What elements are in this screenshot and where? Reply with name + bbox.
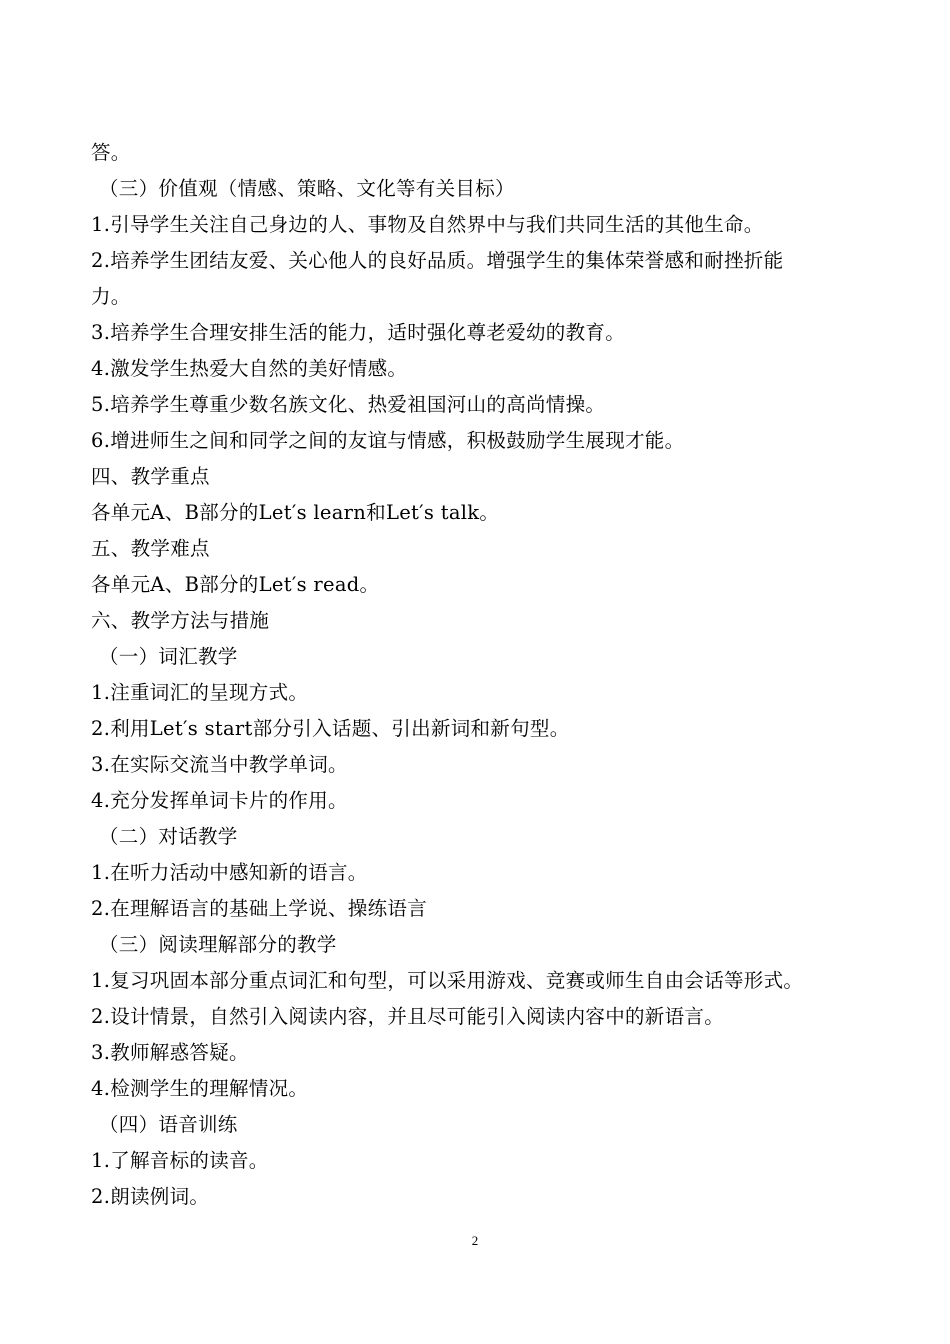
text-line: 2.朗读例词。 [91,1185,210,1208]
section-heading: （三）价值观（情感、策略、文化等有关目标） [99,177,515,200]
text-line: 6.增进师生之间和同学之间的友谊与情感，积极鼓励学生展现才能。 [91,429,685,452]
text-line: 1.引导学生关注自己身边的人、事物及自然界中与我们共同生活的其他生命。 [91,213,764,236]
text-line: 1.了解音标的读音。 [91,1149,269,1172]
text-line: 1.在听力活动中感知新的语言。 [91,861,368,884]
text-line: 2.设计情景，自然引入阅读内容，并且尽可能引入阅读内容中的新语言。 [91,1005,725,1028]
page-number: 2 [471,1233,479,1248]
text-line: 各单元A、B部分的Let′s read。 [91,573,380,596]
subsection-heading: （一）词汇教学 [99,645,238,668]
subsection-heading: （三）阅读理解部分的教学 [99,933,337,956]
document-body [91,135,891,1215]
text-line: 2.利用Let′s start部分引入话题、引出新词和新句型。 [91,717,570,740]
section-heading: 四、教学重点 [91,465,210,488]
text-line: 答。 [91,141,131,164]
section-heading: 六、教学方法与措施 [91,609,270,632]
section-heading: 五、教学难点 [91,537,210,560]
text-line: 4.激发学生热爱大自然的美好情感。 [91,357,408,380]
subsection-heading: （二）对话教学 [99,825,238,848]
text-line: 各单元A、B部分的Let′s learn和Let′s talk。 [91,501,500,524]
text-line: 5.培养学生尊重少数名族文化、热爱祖国河山的高尚情操。 [91,393,606,416]
text-line: 4.检测学生的理解情况。 [91,1077,309,1100]
text-line: 3.培养学生合理安排生活的能力，适时强化尊老爱幼的教育。 [91,321,626,344]
text-line: 2.培养学生团结友爱、关心他人的良好品质。增强学生的集体荣誉感和耐挫折能 [91,249,784,272]
text-line: 1.注重词汇的呈现方式。 [91,681,309,704]
text-line: 力。 [91,285,131,308]
text-line: 2.在理解语言的基础上学说、操练语言 [91,897,428,920]
subsection-heading: （四）语音训练 [99,1113,238,1136]
text-line: 1.复习巩固本部分重点词汇和句型，可以采用游戏、竞赛或师生自由会话等形式。 [91,969,804,992]
text-line: 4.充分发挥单词卡片的作用。 [91,789,348,812]
text-line: 3.教师解惑答疑。 [91,1041,249,1064]
text-line: 3.在实际交流当中教学单词。 [91,753,348,776]
